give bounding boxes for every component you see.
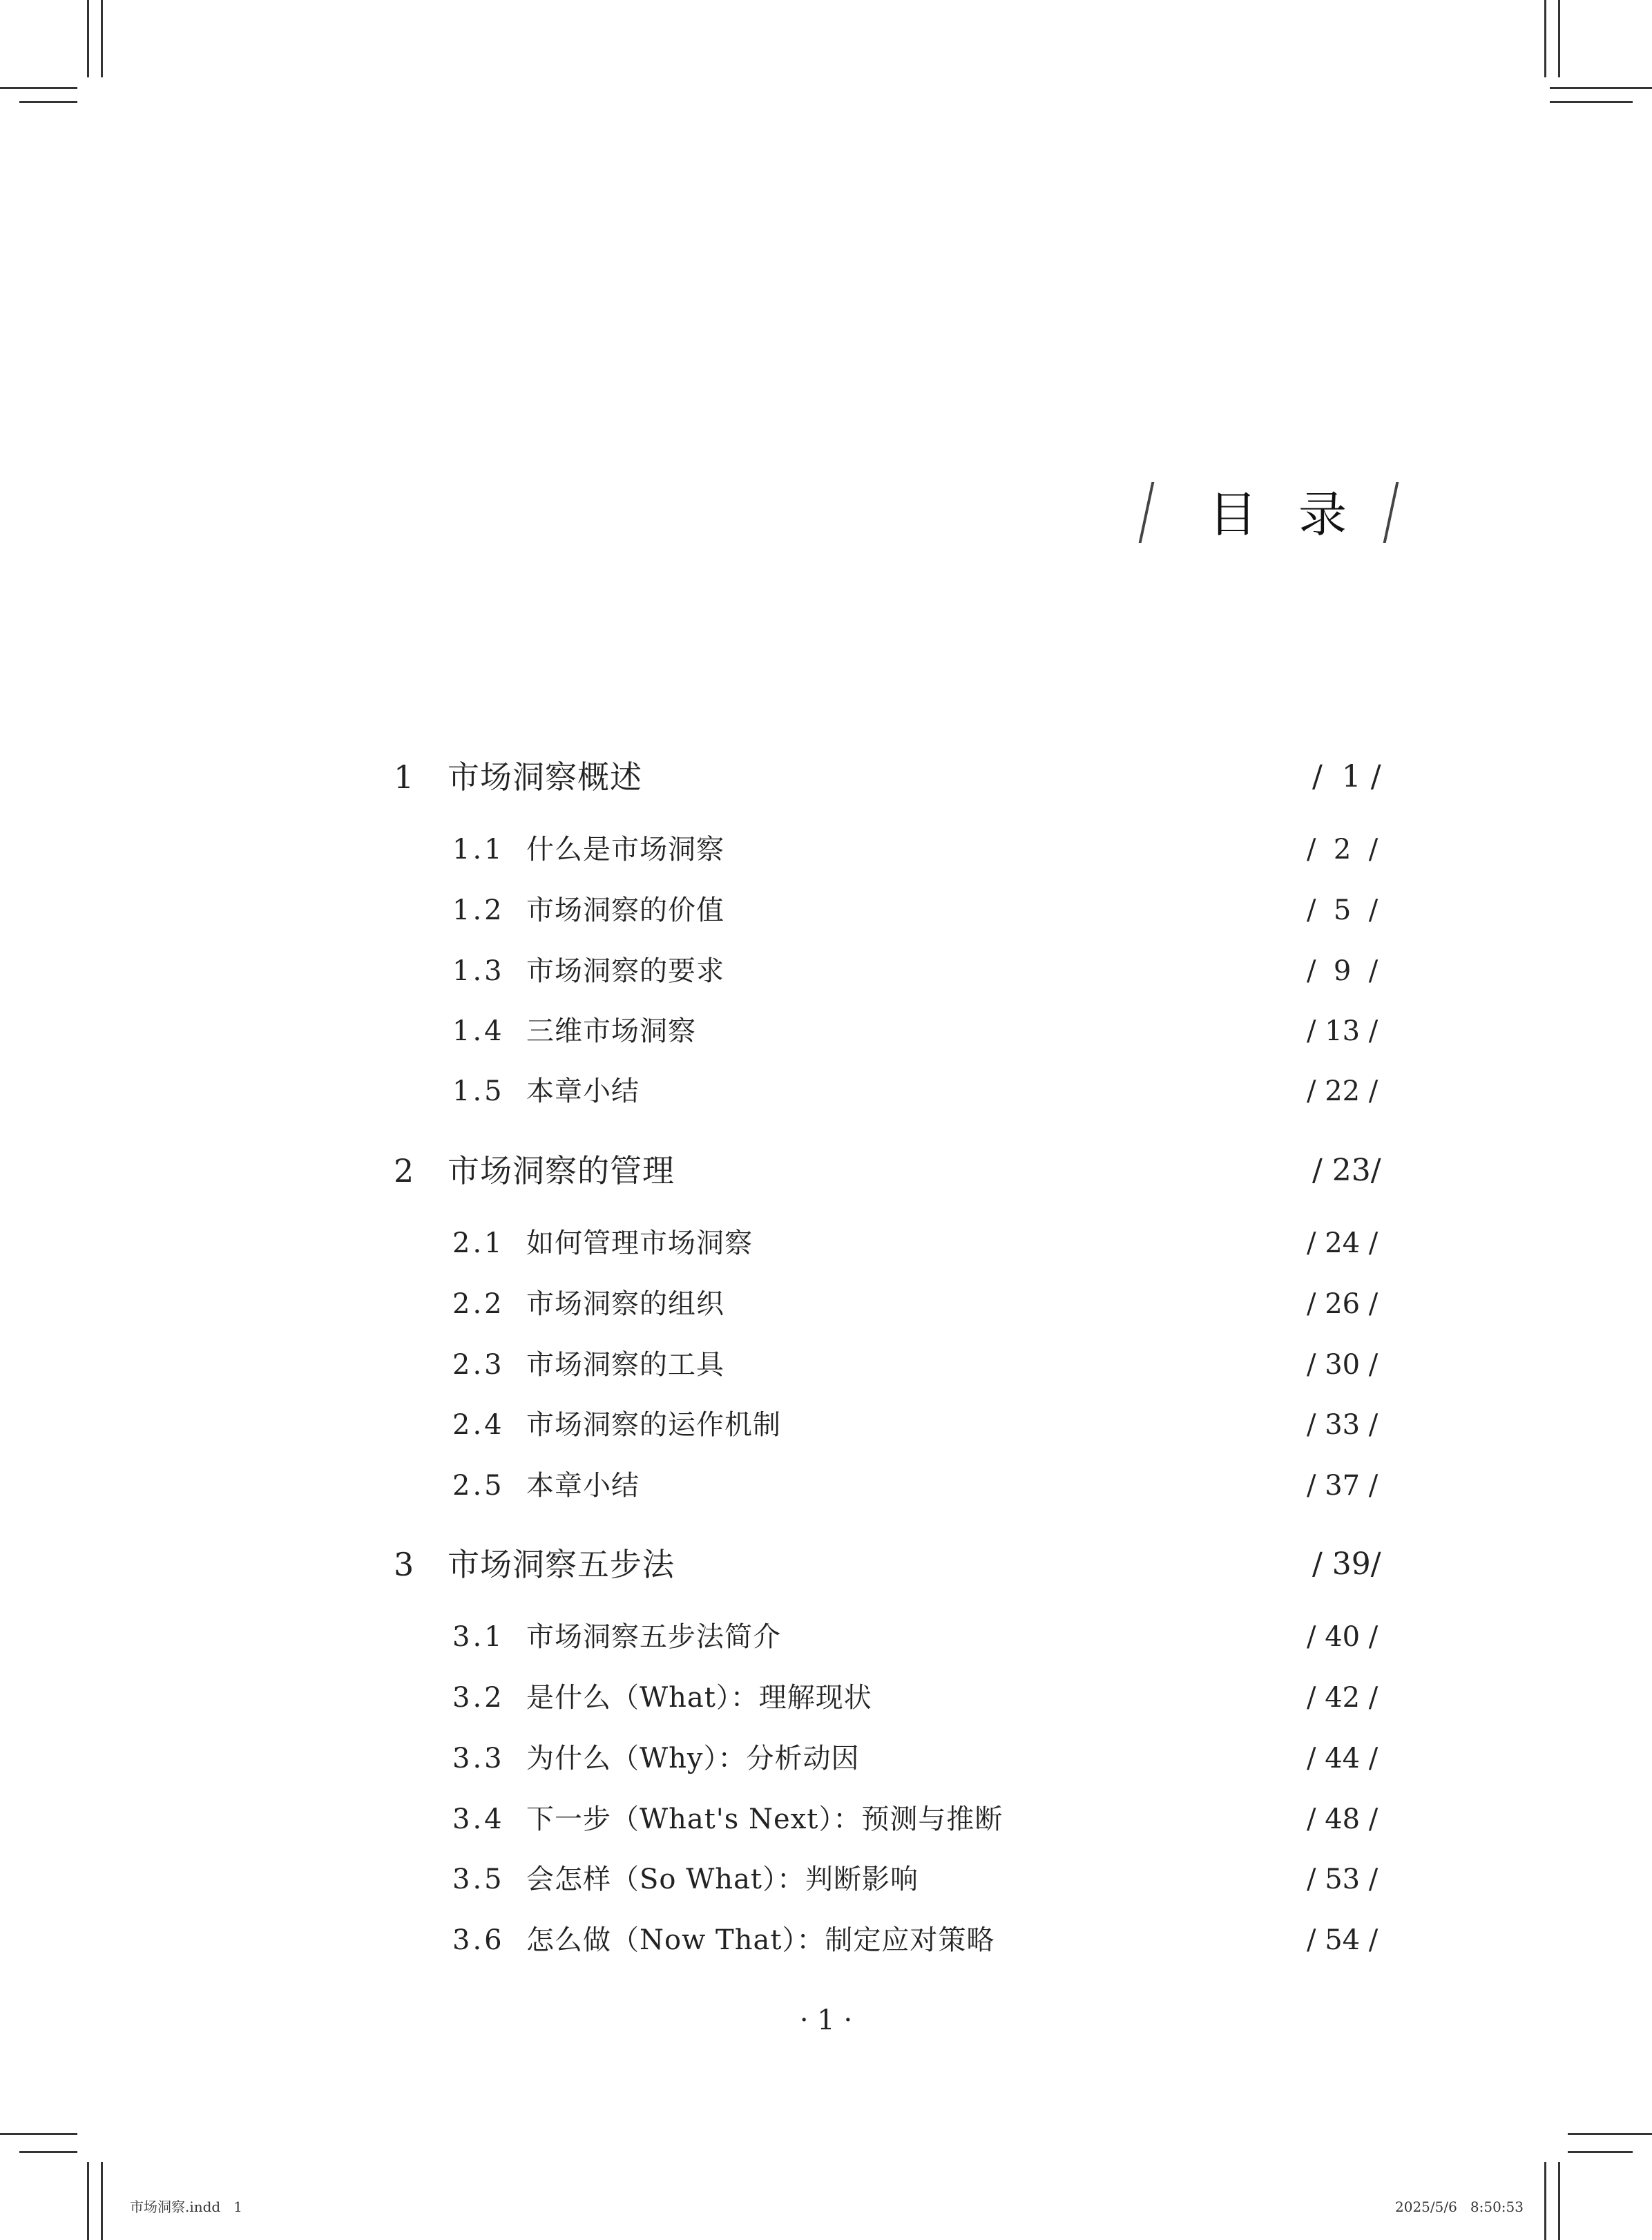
toc-section-row [0, 944, 1652, 999]
toc-entry-number: 1.1 [452, 834, 505, 865]
slug-timestamp: 2025/5/6 8:50:53 [1395, 2199, 1524, 2215]
toc-entry-number: 3.1 [452, 1621, 505, 1653]
toc-entry-number: 3.4 [452, 1803, 505, 1835]
toc-entry-number: 1.5 [452, 1075, 505, 1107]
toc-entry-page: / 24 / [1307, 1227, 1379, 1259]
toc-chapter-row [0, 749, 1652, 805]
toc-entry-title: 怎么做（Now That）：制定应对策略 [526, 1924, 995, 1956]
toc-entry-title: 本章小结 [526, 1075, 640, 1107]
toc-entry-page: / 23/ [1312, 1153, 1381, 1188]
toc-entry-number: 2.4 [452, 1409, 505, 1441]
toc-entry-number: 3.2 [452, 1682, 505, 1714]
toc-entry-title: 下一步（What's Next）：预测与推断 [526, 1803, 1003, 1835]
toc-entry-page: / 5 / [1307, 894, 1379, 926]
toc-entry-title: 是什么（What）：理解现状 [526, 1682, 872, 1714]
toc-section-row [0, 1731, 1652, 1786]
toc-entry-number: 3.5 [452, 1864, 505, 1895]
toc-section-row [0, 1064, 1652, 1119]
page-title [1133, 477, 1409, 559]
toc-entry-title: 什么是市场洞察 [526, 834, 724, 865]
toc-entry-page: / 54 / [1307, 1924, 1379, 1956]
toc-entry-title: 三维市场洞察 [526, 1015, 696, 1047]
toc-entry-title: 市场洞察的运作机制 [526, 1409, 781, 1441]
toc-entry-number: 2.2 [452, 1288, 505, 1320]
toc-entry-number: 2.3 [452, 1349, 505, 1381]
toc-entry-page: / 22 / [1307, 1075, 1379, 1107]
toc-entry-title: 市场洞察五步法 [448, 1546, 675, 1583]
toc-entry-title: 市场洞察的价值 [526, 894, 724, 926]
toc-entry-title: 市场洞察的要求 [526, 955, 724, 987]
toc-entry-number: 2.5 [452, 1470, 505, 1502]
page-title-text: 目录 [1209, 486, 1388, 543]
toc-entry-number: 1.2 [452, 894, 505, 926]
toc-section-row [0, 1216, 1652, 1271]
toc-section-row [0, 1397, 1652, 1453]
toc-section-row [0, 1792, 1652, 1847]
toc-entry-title: 会怎样（So What）：判断影响 [526, 1864, 919, 1895]
toc-section-row [0, 1852, 1652, 1907]
toc-entry-title: 市场洞察的工具 [526, 1349, 724, 1381]
page-number: · 1 · [799, 2004, 853, 2036]
toc-entry-number: 3 [394, 1546, 414, 1583]
toc-entry-number: 1.3 [452, 955, 505, 987]
toc-section-row [0, 1276, 1652, 1332]
toc-entry-title: 为什么（Why）：分析动因 [526, 1743, 860, 1774]
toc-entry-page: / 39/ [1312, 1547, 1381, 1582]
toc-section-row [0, 1913, 1652, 1968]
toc-entry-page: / 37 / [1307, 1470, 1379, 1502]
toc-entry-title: 市场洞察概述 [448, 758, 642, 796]
toc-entry-page: / 44 / [1307, 1743, 1379, 1774]
toc-entry-page: / 53 / [1307, 1864, 1379, 1895]
toc-section-row [0, 1337, 1652, 1392]
toc-entry-page: / 13 / [1307, 1015, 1379, 1047]
toc-section-row [0, 883, 1652, 938]
toc-entry-number: 2.1 [452, 1227, 505, 1259]
title-slash-left [1139, 482, 1155, 543]
slug-filename: 市场洞察.indd 1 [130, 2199, 243, 2215]
toc-entry-page: / 2 / [1307, 834, 1379, 865]
toc-section-row [0, 822, 1652, 877]
toc-entry-page: / 42 / [1307, 1682, 1379, 1714]
toc-section-row [0, 1458, 1652, 1513]
toc-section-row [0, 1004, 1652, 1059]
toc-entry-page: / 30 / [1307, 1349, 1379, 1381]
toc-entry-page: / 1 / [1312, 759, 1381, 794]
toc-entry-title: 市场洞察五步法简介 [526, 1621, 781, 1653]
toc-entry-number: 1 [394, 758, 414, 796]
toc-entry-number: 2 [394, 1152, 414, 1189]
toc-entry-page: / 40 / [1307, 1621, 1379, 1653]
toc-entry-page: / 9 / [1307, 955, 1379, 987]
toc-entry-number: 3.3 [452, 1743, 505, 1774]
toc-chapter-row [0, 1537, 1652, 1592]
toc-entry-page: / 33 / [1307, 1409, 1379, 1441]
toc-entry-title: 市场洞察的组织 [526, 1288, 724, 1320]
toc-entry-page: / 48 / [1307, 1803, 1379, 1835]
toc-entry-title: 市场洞察的管理 [448, 1152, 675, 1189]
toc-entry-page: / 26 / [1307, 1288, 1379, 1320]
toc-chapter-row [0, 1143, 1652, 1198]
toc-entry-title: 本章小结 [526, 1470, 640, 1502]
toc-entry-number: 1.4 [452, 1015, 505, 1047]
toc-section-row [0, 1609, 1652, 1665]
toc-entry-title: 如何管理市场洞察 [526, 1227, 753, 1259]
toc-entry-number: 3.6 [452, 1924, 505, 1956]
toc-section-row [0, 1670, 1652, 1725]
